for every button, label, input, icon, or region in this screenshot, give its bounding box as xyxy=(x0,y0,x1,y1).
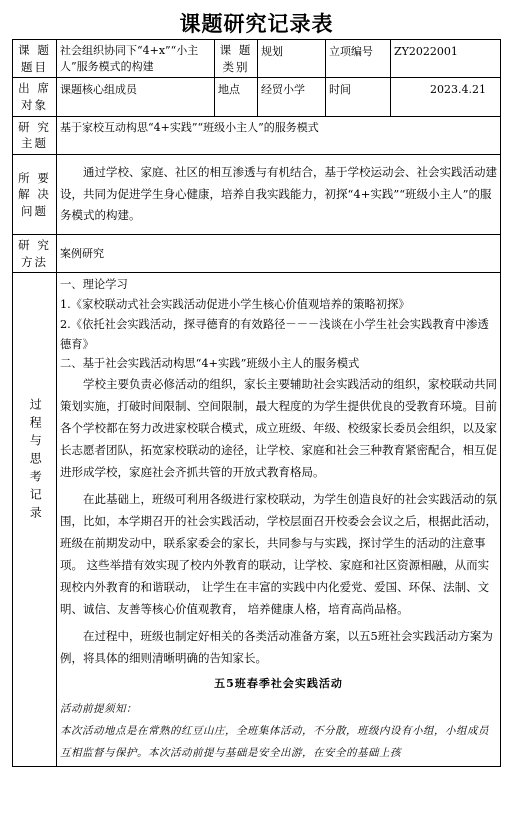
place-value: 经贸小学 xyxy=(258,78,326,116)
category-label-text: 课 题 类别 xyxy=(219,43,253,74)
process-label-text: 过程与思考记录 xyxy=(28,397,43,524)
code-label: 立项编号 xyxy=(326,40,391,78)
problem-label xyxy=(13,155,57,235)
row-study-topic xyxy=(13,116,501,154)
section-1-heading: 一、理论学习 xyxy=(60,278,128,292)
notice-title: 活动前提须知： xyxy=(60,703,137,716)
time-label: 时间 xyxy=(326,78,391,116)
method-value: 案例研究 xyxy=(57,235,501,273)
problem-text: 通过学校、家庭、社区的相互渗透与有机结合，基于学校运动会、社会实践活动建设，共同为促进学生身心健康，培养自我实践能力，初探“4+实践”“班级小主人”的服务模式的构建。 xyxy=(60,164,497,223)
reference-1: 1.《家校联动式社会实践活动促进小学生核心价值观培养的策略初探》 xyxy=(60,298,410,312)
row-problem xyxy=(13,155,501,235)
process-content xyxy=(57,273,501,767)
notice-text: 本次活动地点是在常熟的红豆山庄，全班集体活动，不分散，班级内设有小组，小组成员互相监督与保护。本次活动前提与基础是安全出游，在安全的基础上孩 xyxy=(60,725,489,760)
reference-2: 2.《依托社会实践活动，探寻德育的有效路径－－－浅谈在小学生社会实践教育中渗透德育》 xyxy=(60,317,489,351)
topic-value: 社会组织协同下“4+x”“小主人”服务模式的构建 xyxy=(57,40,215,78)
study-topic-label xyxy=(13,116,57,154)
topic-label-text: 课 题 题目 xyxy=(18,43,51,74)
method-label xyxy=(13,235,57,273)
row-process xyxy=(13,273,501,767)
activity-subtitle: 五5班春季社会实践活动 xyxy=(214,677,343,691)
row-topic xyxy=(13,40,501,78)
paragraph-1: 学校主要负责必修活动的组织，家长主要辅助社会实践活动的组织，家校联动共同策划实施，打破时间限制、空间限制，最大程度的为学生提供优良的受教育环境。目前各个学校都在努力改进家校联合模式，成立班级、年级、校级家长委员会组织，以及家长志愿者团队，拓宽家校联动的途径，让学校、家庭和社会三种教育紧密配合，相互促进形成学校，家庭社会齐抓共管的开放式教育格局。 xyxy=(60,377,497,479)
category-label xyxy=(215,40,258,78)
record-table xyxy=(12,39,501,767)
problem-value xyxy=(57,155,501,235)
attend-label xyxy=(13,78,57,116)
method-label-text: 研 究 方法 xyxy=(18,238,51,269)
problem-label-text: 所 要 解 决 问题 xyxy=(18,170,51,218)
process-label xyxy=(13,273,57,767)
code-value: ZY2022001 xyxy=(391,40,501,78)
category-value: 规划 xyxy=(258,40,326,78)
page-title: 课题研究记录表 xyxy=(179,12,334,36)
topic-label xyxy=(13,40,57,78)
paragraph-2: 在此基础上，班级可利用各级进行家校联动，为学生创造良好的社会实践活动的氛围，比如，本学期召开的社会实践活动，学校层面召开校委会会议之后，根据此活动，班级在前期发动中，联系家委会的家长，共同参与与实践，探讨学生的活动的注意事项。 这些举措有效实现了校内外教育的联动，让学校、家庭和社区资源相融，从而实现校内外教育的和谐联动， 让学生在丰富的实践中内化爱党、爱国、环保、法制、文明、诚信、友善等核心价值观教育， 培养健康人格，培育高尚品格。 xyxy=(60,492,497,616)
attend-label-text: 出 席 对象 xyxy=(18,81,51,113)
time-value: 2023.4.21 xyxy=(391,78,501,116)
attend-value: 课题核心组成员 xyxy=(57,78,215,116)
study-topic-value: 基于家校互动构思“4+实践”“班级小主人”的服务模式 xyxy=(57,116,501,154)
study-topic-label-text: 研 究 主题 xyxy=(18,119,51,151)
row-attend xyxy=(13,78,501,116)
row-method xyxy=(13,235,501,273)
paragraph-3: 在过程中，班级也制定好相关的各类活动准备方案，以五5班社会实践活动方案为例，将具体的细则清晰明确的告知家长。 xyxy=(60,629,493,666)
place-label: 地点 xyxy=(215,78,258,116)
section-2-heading: 二、基于社会实践活动构思“4+实践”班级小主人的服务模式 xyxy=(60,357,360,371)
